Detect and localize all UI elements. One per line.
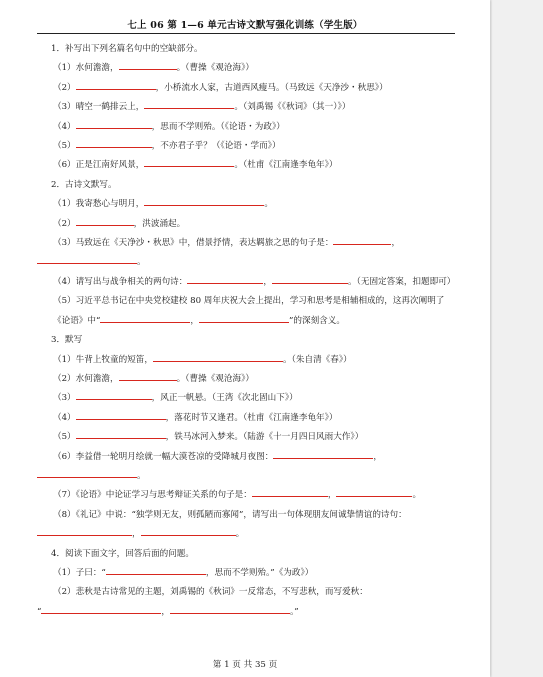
s2-q1 — [37, 195, 457, 214]
s3-q8-cont — [37, 525, 457, 544]
s3-q8 — [37, 506, 457, 525]
answer-blank[interactable] — [144, 99, 234, 109]
answer-blank[interactable] — [106, 565, 206, 575]
s4-q1-text-b: ，思而不学则殆。”《为政》） — [205, 567, 314, 578]
s3-q7-text-b: ， — [327, 490, 337, 501]
s3-q7 — [37, 486, 457, 505]
answer-blank[interactable] — [170, 604, 290, 614]
answer-blank[interactable] — [273, 449, 373, 459]
s1-q3-text-a: （3）晴空一鹤排云上， — [53, 102, 145, 113]
s2-q3-text-a: （3）马致远在《天净沙・秋思》中，借景抒情，表达羁旅之思的句子是： — [53, 238, 334, 249]
s2-q5 — [37, 292, 457, 331]
s1-q5 — [37, 137, 457, 156]
page-number: 第 1 页 共 35 页 — [212, 660, 278, 670]
s1-q5-text-a: （5） — [53, 141, 76, 152]
s1-q1-text-b: 。（曹操《观沧海》） — [176, 63, 254, 74]
answer-blank[interactable] — [41, 604, 161, 614]
s3-q2-text-b: 。（曹操《观沧海》） — [176, 373, 254, 384]
answer-blank[interactable] — [100, 313, 190, 323]
answer-blank[interactable] — [76, 429, 166, 439]
answer-blank[interactable] — [187, 274, 263, 284]
s1-q6 — [37, 156, 457, 175]
s1-q2-text-a: （2） — [53, 82, 76, 93]
answer-blank[interactable] — [76, 390, 152, 400]
answer-blank[interactable] — [336, 487, 412, 497]
answer-blank[interactable] — [199, 313, 289, 323]
s3-q5-text-b: ，铁马冰河入梦来。（陆游《十一月四日风雨大作》） — [165, 432, 364, 443]
answer-blank[interactable] — [76, 119, 152, 129]
s2-q4-text-c: 。（无固定答案，扣题即可） — [347, 276, 456, 287]
s1-q3-text-b: 。（刘禹锡《《秋词》（其一）》） — [234, 102, 351, 113]
answer-blank[interactable] — [119, 60, 177, 70]
s4-q2-text-c: ， — [161, 606, 171, 617]
s4-q2-text-d: 。” — [290, 606, 299, 617]
s1-q1 — [37, 59, 457, 78]
s1-q4-text-a: （4） — [53, 121, 76, 132]
s3-q8-text-c: 。 — [235, 529, 245, 540]
s3-q7-text-a: （7）《论语》中论证学习与思考辩证关系的句子是： — [53, 490, 252, 501]
s3-q7-text-c: 。 — [412, 490, 422, 501]
s4-q1-text-a: （1）子曰：“ — [53, 567, 106, 578]
s3-q8-text-a: （8）《礼记》中说：“独学则无友，则孤陋而寡闻”，请写出一句体现朋友间诚挚情谊的诗句： — [53, 509, 407, 520]
s1-q2-text-b: ，小桥流水人家，古道西风瘦马。（马致远《天净沙・秋思》） — [155, 82, 388, 93]
s3-q4 — [37, 409, 457, 428]
s2-q4 — [37, 273, 457, 292]
section-1-heading: 1．补写出下列名篇名句中的空缺部分。 — [51, 44, 203, 54]
s1-q1-text-a: （1）水何澹澹， — [53, 63, 119, 74]
s2-q4-text-a: （4）请写出与战争相关的两句诗： — [53, 276, 188, 287]
answer-blank[interactable] — [119, 371, 177, 381]
s4-q2-text-b: “ — [37, 606, 42, 617]
s2-q3-cont — [37, 253, 457, 272]
s2-q5-text-b: ， — [190, 315, 199, 326]
s1-q5-text-b: ，不亦君子乎？（《论语・学而》） — [151, 141, 281, 152]
s3-q3 — [37, 389, 457, 408]
s2-q5-text-c: ”的深刻含义。 — [288, 315, 345, 326]
s3-q4-text-b: ，落花时节又逢君。（杜甫《江南逢李龟年》） — [165, 412, 338, 423]
s3-q8-text-b: ， — [132, 529, 141, 540]
section-4-heading: 4．阅读下面文字，回答后面的问题。 — [51, 548, 194, 559]
s1-q4 — [37, 118, 457, 137]
s3-q2 — [37, 370, 457, 389]
s3-q4-text-a: （4） — [53, 412, 76, 423]
s1-q6-text-a: （6）正是江南好风景， — [53, 160, 145, 171]
s1-q6-text-b: 。（杜甫《江南逢李龟年》） — [234, 160, 338, 171]
title-divider — [37, 33, 455, 34]
answer-blank[interactable] — [144, 196, 264, 206]
answer-blank[interactable] — [252, 487, 328, 497]
s3-q6 — [37, 448, 457, 467]
answer-blank[interactable] — [76, 138, 152, 148]
s3-q2-text-a: （2）水何澹澹， — [53, 373, 119, 384]
s3-q5 — [37, 428, 457, 447]
s1-q2 — [37, 79, 457, 98]
answer-blank[interactable] — [76, 410, 166, 420]
s3-q1 — [37, 351, 457, 370]
answer-blank[interactable] — [37, 254, 137, 264]
s3-q1-text-a: （1）牛背上牧童的短笛， — [53, 354, 153, 365]
section-3-heading: 3．默写 — [51, 335, 83, 346]
s3-q6-text-c: 。 — [137, 470, 146, 481]
s4-q1 — [37, 564, 457, 583]
answer-blank[interactable] — [37, 468, 137, 478]
s4-q2-cont — [37, 603, 457, 622]
answer-blank[interactable] — [153, 352, 283, 362]
s3-q6-cont — [37, 467, 457, 486]
s2-q2-text-a: （2） — [53, 218, 76, 229]
s2-q3 — [37, 234, 457, 253]
s3-q3-text-a: （3） — [53, 393, 76, 404]
answer-blank[interactable] — [272, 274, 348, 284]
answer-blank[interactable] — [141, 526, 236, 536]
answer-blank[interactable] — [76, 216, 134, 226]
s2-q5-text-a: （5）习近平总书记在中央党校建校 80 周年庆祝大会上提出，学习和思考是相辅相成的，这再次阐明了《论语》中“ — [53, 296, 445, 326]
s3-q3-text-b: ，风正一帆悬。（王湾《次北固山下》） — [151, 393, 298, 404]
answer-blank[interactable] — [76, 80, 156, 90]
document-title: 七上 06 第 1—6 单元古诗文默写强化训练（学生版） — [127, 20, 363, 31]
section-2-heading: 2．古诗文默写。 — [51, 179, 117, 190]
s2-q3-text-c: 。 — [137, 257, 146, 268]
s2-q2 — [37, 215, 457, 234]
answer-blank[interactable] — [333, 235, 391, 245]
answer-blank[interactable] — [144, 157, 234, 167]
s1-q4-text-b: ，思而不学则殆。（《论语・为政》） — [151, 121, 285, 132]
right-sidebar — [492, 0, 543, 677]
s2-q4-text-b: ， — [263, 276, 272, 287]
s3-q1-text-b: 。（朱自清《春》） — [283, 354, 352, 365]
s4-q2 — [37, 583, 457, 602]
s3-q6-text-a: （6）李益借一轮明月绘就一幅大漠苍凉的受降城月夜图： — [53, 451, 274, 462]
answer-blank[interactable] — [37, 526, 132, 536]
s4-q2-text-a: （2）悲秋是古诗常见的主题，刘禹锡的《秋词》一反常态，不写悲秋，而写爱秋： — [53, 587, 368, 598]
s2-q1-text-b: 。 — [264, 199, 274, 210]
s2-q3-text-b: ， — [391, 238, 401, 249]
s3-q5-text-a: （5） — [53, 432, 76, 443]
document-body — [37, 40, 457, 622]
s2-q2-text-b: ，洪波涌起。 — [133, 218, 186, 229]
s2-q1-text-a: （1）我寄愁心与明月， — [53, 199, 145, 210]
s1-q3 — [37, 98, 457, 117]
s3-q6-text-b: ， — [373, 451, 382, 462]
